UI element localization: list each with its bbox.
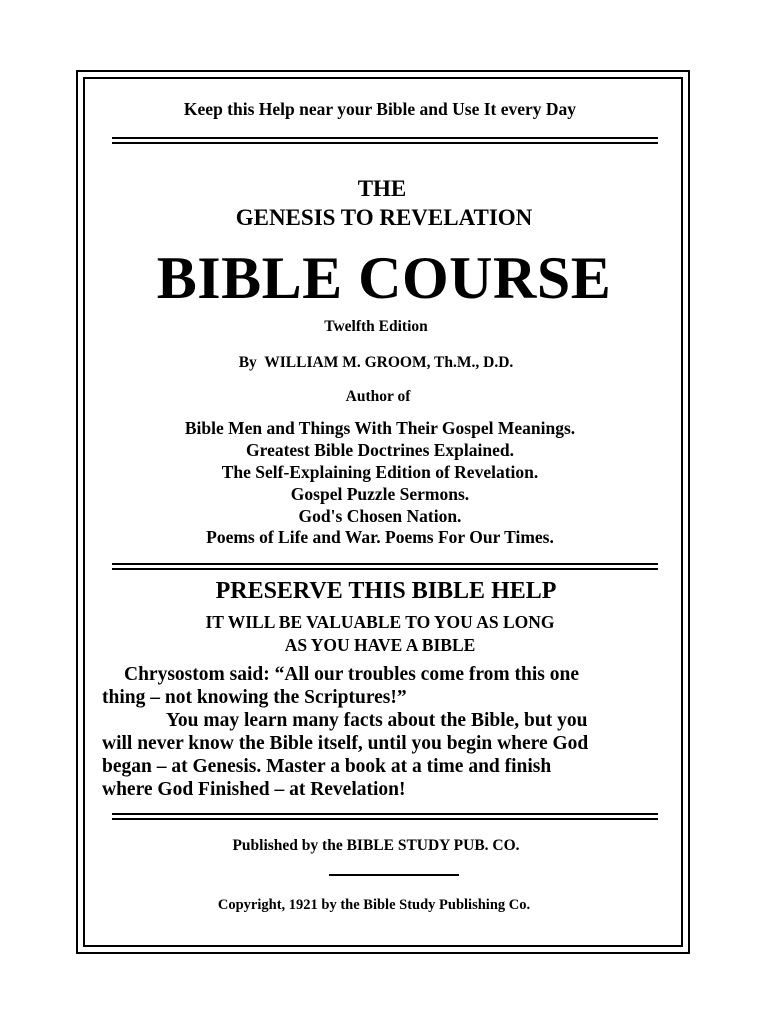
- section-rule-top: [112, 563, 658, 565]
- title-the: THE: [357, 176, 407, 201]
- paragraph-line: thing – not knowing the Scriptures!”: [102, 687, 407, 708]
- preserve-heading: PRESERVE THIS BIBLE HELP: [215, 578, 557, 604]
- work-item: Greatest Bible Doctrines Explained.: [246, 440, 514, 460]
- publisher-line: Published by the BIBLE STUDY PUB. CO.: [232, 837, 520, 854]
- footer-short-rule: [329, 874, 459, 876]
- author-of-heading: Author of: [345, 388, 411, 405]
- work-item: The Self-Explaining Edition of Revelation.: [221, 462, 539, 482]
- header-tagline: Keep this Help near your Bible and Use It every Day: [183, 99, 577, 119]
- header-rule-top: [112, 137, 658, 139]
- footer-rule-top: [112, 813, 658, 815]
- preserve-subheading-2: AS YOU HAVE A BIBLE: [284, 635, 476, 655]
- title-genesis-to-revelation: GENESIS TO REVELATION: [235, 205, 533, 230]
- paragraph-line: began – at Genesis. Master a book at a time and finish: [102, 756, 552, 777]
- work-item: Poems of Life and War. Poems For Our Times.: [206, 527, 554, 547]
- work-item: Gospel Puzzle Sermons.: [290, 484, 470, 504]
- author-line: By WILLIAM M. GROOM, Th.M., D.D.: [238, 354, 514, 371]
- copyright-line: Copyright, 1921 by the Bible Study Publishing Co.: [217, 897, 531, 913]
- section-rule-bottom: [112, 568, 658, 570]
- work-item: God's Chosen Nation.: [298, 506, 462, 526]
- work-item: Bible Men and Things With Their Gospel Meanings.: [184, 418, 576, 438]
- paragraph-line: You may learn many facts about the Bible, but you: [166, 710, 588, 731]
- paragraph-line: will never know the Bible itself, until you begin where God: [102, 733, 589, 754]
- footer-rule-bottom: [112, 818, 658, 820]
- paragraph-line: Chrysostom said: “All our troubles come from this one: [124, 664, 579, 685]
- preserve-subheading-1: IT WILL BE VALUABLE TO YOU AS LONG: [205, 612, 555, 632]
- title-bible-course: BIBLE COURSE: [156, 245, 612, 311]
- edition-label: Twelfth Edition: [324, 318, 428, 335]
- header-rule-bottom: [112, 142, 658, 144]
- paragraph-line: where God Finished – at Revelation!: [102, 779, 406, 800]
